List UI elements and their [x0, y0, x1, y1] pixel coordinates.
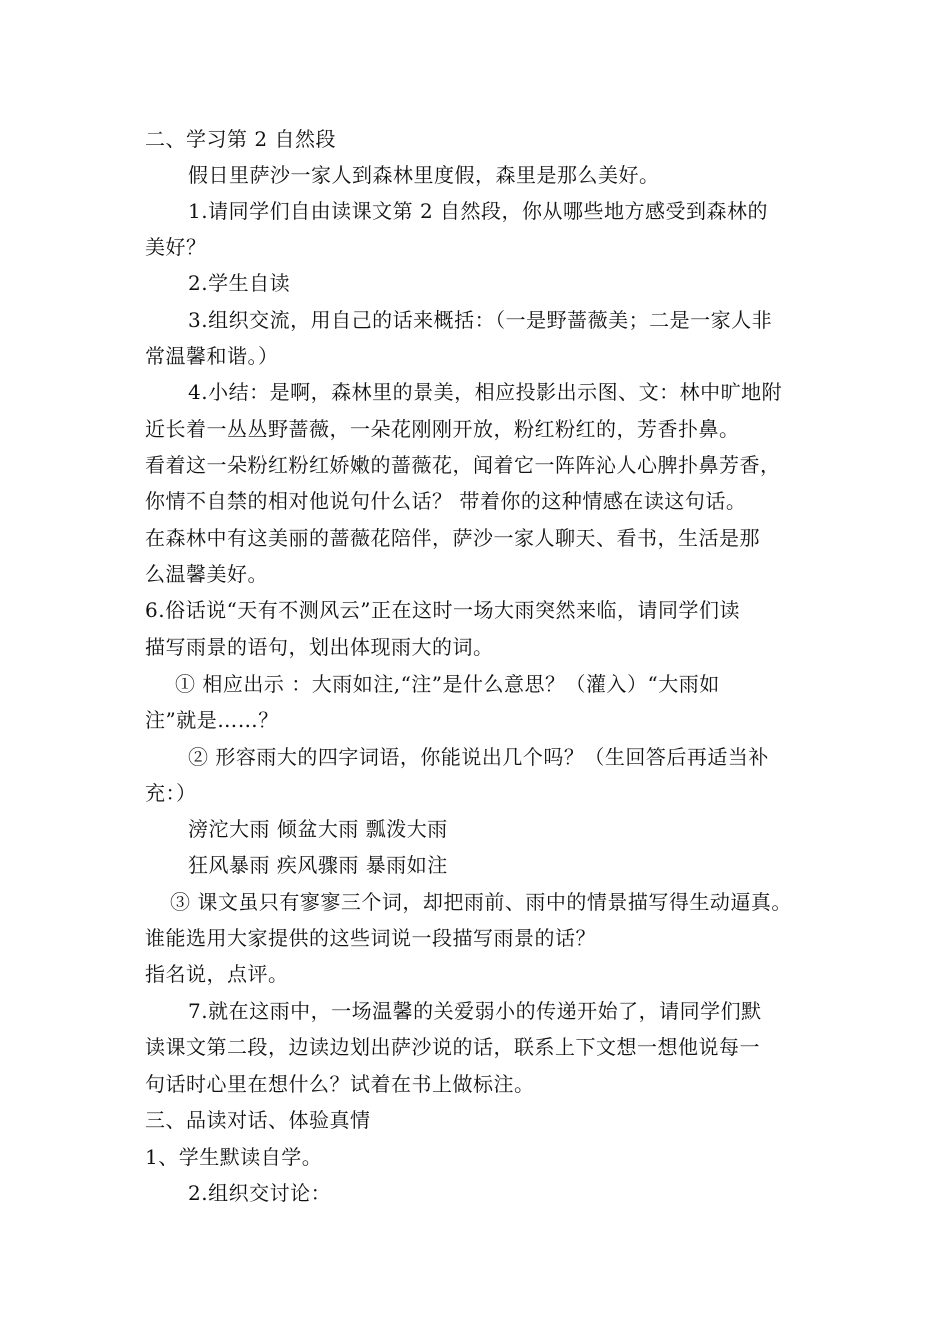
- paragraph-line: 1.请同学们自由读课文第 2 自然段，你从哪些地方感受到森林的: [188, 199, 769, 223]
- section-heading-2: 二、学习第 2 自然段: [145, 127, 336, 151]
- paragraph-line: 读课文第二段，边读边划出萨沙说的话，联系上下文想一想他说每一: [145, 1035, 760, 1059]
- paragraph-line: 3.组织交流，用自己的话来概括：（一是野蔷薇美；二是一家人非: [188, 308, 773, 332]
- paragraph-line: 指名说，点评。: [145, 962, 289, 986]
- paragraph-line: 2.组织交讨论：: [188, 1181, 332, 1205]
- paragraph-line: ① 相应出示 ：大雨如注,“注”是什么意思？（灌入）“大雨如: [175, 672, 720, 696]
- paragraph-line: 4.小结：是啊，森林里的景美，相应投影出示图、文：林中旷地附: [188, 380, 783, 404]
- paragraph-line: 描写雨景的语句，划出体现雨大的词。: [145, 635, 494, 659]
- section-heading-3: 三、品读对话、体验真情: [145, 1108, 371, 1132]
- paragraph-line: 近长着一丛丛野蔷薇，一朵花刚刚开放，粉红粉红的，芳香扑鼻。: [145, 417, 740, 441]
- paragraph-line: 6.俗话说“天有不测风云”正在这时一场大雨突然来临，请同学们读: [145, 598, 741, 622]
- paragraph-line: 看着这一朵粉红粉红娇嫩的蔷薇花，闻着它一阵阵沁人心脾扑鼻芳香，: [145, 453, 781, 477]
- paragraph-line: 注”就是……？: [145, 708, 279, 732]
- word-list-line: 狂风暴雨 疾风骤雨 暴雨如注: [188, 853, 448, 877]
- paragraph-line: 充：）: [145, 781, 197, 805]
- paragraph-line: 美好？: [145, 235, 207, 259]
- paragraph-line: 常温馨和谐。）: [145, 344, 279, 368]
- paragraph-line: 假日里萨沙一家人到森林里度假，森里是那么美好。: [188, 163, 660, 187]
- paragraph-line: ② 形容雨大的四字词语，你能说出几个吗？（生回答后再适当补: [188, 745, 769, 769]
- word-list-line: 滂沱大雨 倾盆大雨 瓢泼大雨: [188, 817, 448, 841]
- paragraph-line: 2.学生自读: [188, 271, 291, 295]
- paragraph-line: 谁能选用大家提供的这些词说一段描写雨景的话？: [145, 926, 596, 950]
- paragraph-line: 句话时心里在想什么？试着在书上做标注。: [145, 1072, 535, 1096]
- paragraph-line: 1、学生默读自学。: [145, 1145, 323, 1169]
- paragraph-line: ③ 课文虽只有寥寥三个词，却把雨前、雨中的情景描写得生动逼真。: [170, 890, 792, 914]
- paragraph-line: 7.就在这雨中，一场温馨的关爱弱小的传递开始了，请同学们默: [188, 999, 762, 1023]
- paragraph-line: 在森林中有这美丽的蔷薇花陪伴，萨沙一家人聊天、看书，生活是那: [145, 526, 760, 550]
- paragraph-line: 么温馨美好。: [145, 562, 268, 586]
- paragraph-line: 你情不自禁的相对他说句什么话？ 带着你的这种情感在读这句话。: [145, 489, 747, 513]
